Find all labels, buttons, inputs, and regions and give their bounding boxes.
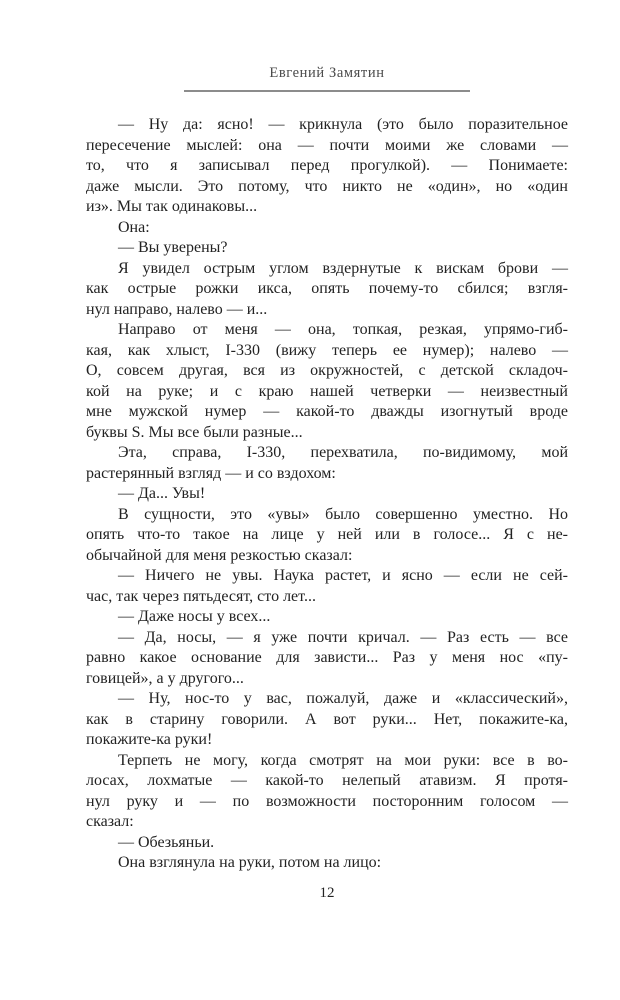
text-line: О, совсем другая, вся из окружностей, с детской складоч- — [86, 362, 568, 379]
text-line: буквы S. Мы все были разные... — [86, 423, 303, 441]
text-line: Она: — [118, 218, 150, 236]
paragraph — [86, 751, 568, 833]
paragraph — [86, 833, 568, 854]
paragraph — [86, 443, 568, 484]
text-line: — Ну, нос-то у вас, пожалуй, даже и «классический», — [118, 690, 568, 707]
paragraph — [86, 628, 568, 690]
text-line: как острые рожки икса, опять почему-то сбился; взгля- — [86, 280, 568, 297]
text-line: равно какое основание для зависти... Раз у меня нос «пу- — [86, 649, 568, 666]
paragraph — [86, 505, 568, 567]
text-line: даже мысли. Это потому, что никто не «один», но «один — [86, 177, 568, 195]
text-line: растерянный взгляд — и со вздохом: — [86, 464, 336, 482]
text-line: Терпеть не могу, когда смотрят на мои руки: все в во- — [118, 751, 568, 769]
text-line: — Да, носы, — я уже почти кричал. — Раз есть — все — [118, 628, 568, 646]
text-line: — Вы уверены? — [118, 239, 228, 256]
text-line: нул руку и — по возможности посторонним голосом — — [86, 792, 568, 810]
paragraph — [86, 689, 568, 751]
paragraph — [86, 853, 568, 874]
text-line: лосах, лохматые — какой-то нелепый атавизм. Я протя- — [86, 772, 568, 789]
text-line: то, что я записывал перед прогулкой). — Понимаете: — [86, 157, 568, 174]
text-line: нул направо, налево — и... — [86, 300, 268, 318]
text-line: мне мужской нумер — какой-то дважды изогнутый вроде — [86, 403, 568, 420]
paragraph — [86, 218, 568, 239]
paragraph — [86, 566, 568, 607]
text-line: час, так через пятьдесят, сто лет... — [86, 587, 316, 605]
text-line: Направо от меня — она, топкая, резкая, упрямо-гиб- — [118, 321, 568, 338]
header-rule — [184, 90, 470, 92]
text-line: — Обезьяньи. — [118, 833, 215, 851]
text-line: говицей», а у другого... — [86, 669, 244, 687]
text-line: — Да... Увы! — [118, 485, 206, 502]
text-line: сказал: — [86, 813, 134, 830]
paragraph — [86, 115, 568, 218]
text-line: Эта, справа, I-330, перехватила, по-видимому, мой — [118, 444, 568, 461]
text-line: пересечение мыслей: она — почти моими же словами — — [86, 136, 568, 154]
paragraph — [86, 607, 568, 628]
text-line: Она взглянула на руки, потом на лицо: — [118, 854, 382, 871]
text-line: Я увидел острым углом вздернутые к вискам брови — — [118, 259, 568, 277]
text-line: опять что-то такое на лице у ней или в голосе... Я с не- — [86, 526, 568, 543]
text-line: кой на руке; и с краю нашей четверки — неизвестный — [86, 382, 568, 400]
text-line: кая, как хлыст, I-330 (вижу теперь ее нумер); налево — — [86, 341, 568, 359]
text-line: из». Мы так одинаковы... — [86, 198, 258, 215]
body-text — [86, 115, 568, 874]
page-number: 12 — [319, 884, 335, 901]
text-line: как в старину говорили. А вот руки... Нет, покажите-ка, — [86, 710, 568, 728]
paragraph — [86, 238, 568, 259]
text-line: обычайной для меня резкостью сказал: — [86, 546, 353, 564]
running-header — [86, 64, 568, 92]
text-line: покажите-ка руки! — [86, 731, 213, 748]
text-line: — Даже носы у всех... — [118, 608, 271, 625]
text-column — [86, 0, 568, 902]
paragraph — [86, 259, 568, 321]
text-line: — Ничего не увы. Наука растет, и ясно — если не сей- — [118, 567, 568, 584]
paragraph — [86, 320, 568, 443]
text-line: — Ну да: ясно! — крикнула (это было поразительное — [118, 116, 568, 133]
text-line: В сущности, это «увы» было совершенно уместно. Но — [118, 505, 568, 523]
paragraph — [86, 484, 568, 505]
author-name: Евгений Замятин — [269, 65, 385, 81]
